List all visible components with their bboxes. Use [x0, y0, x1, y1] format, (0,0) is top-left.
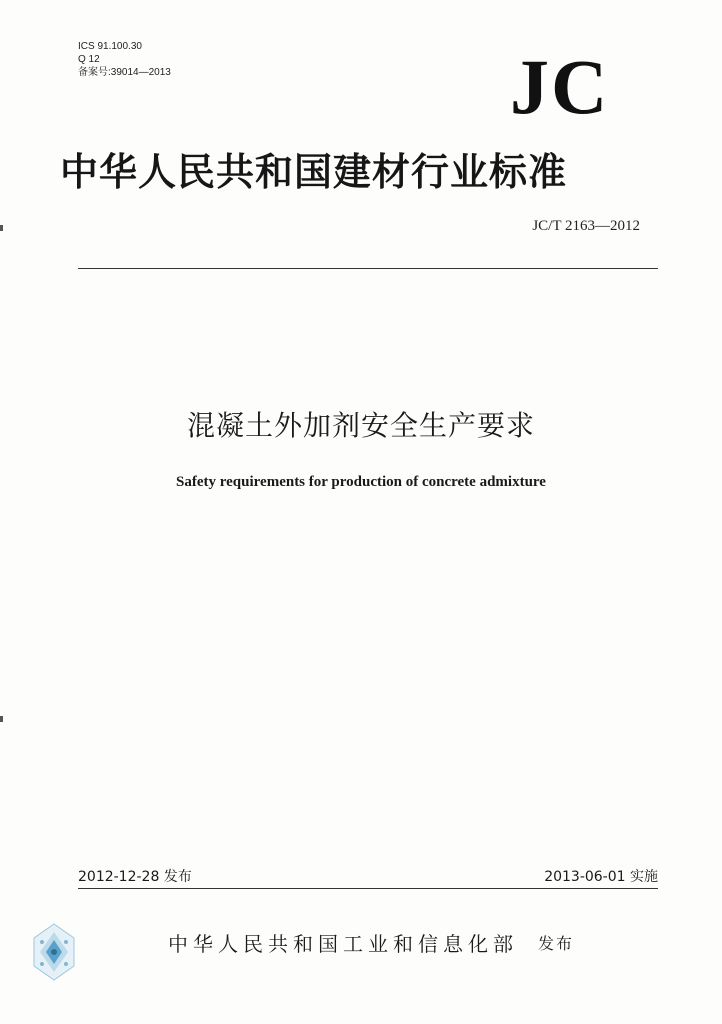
- filing-number: 备案号:39014—2013: [78, 67, 171, 78]
- category-code: Q 12: [78, 54, 100, 65]
- publisher-suffix: 发布: [538, 934, 575, 953]
- anti-counterfeit-hologram-icon: [30, 922, 78, 982]
- footer-divider: [78, 888, 658, 889]
- publisher-name: 中华人民共和国工业和信息化部: [168, 932, 518, 956]
- jc-logo: JC: [510, 43, 610, 130]
- standard-number: JC/T 2163—2012: [532, 218, 640, 234]
- ics-code: ICS 91.100.30: [78, 41, 142, 52]
- document-title-chinese: 混凝土外加剂安全生产要求: [186, 409, 535, 442]
- issue-date: 2012-12-28 发布: [78, 869, 192, 885]
- header-divider: [78, 268, 658, 269]
- document-title-english: Safety requirements for production of concrete admixture: [176, 474, 546, 490]
- implementation-date: 2013-06-01 实施: [544, 869, 658, 885]
- standard-title: 中华人民共和国建材行业标准: [60, 150, 568, 194]
- scan-edge-mark: [0, 716, 3, 722]
- classification-block: [78, 40, 171, 79]
- scan-edge-mark: [0, 225, 3, 231]
